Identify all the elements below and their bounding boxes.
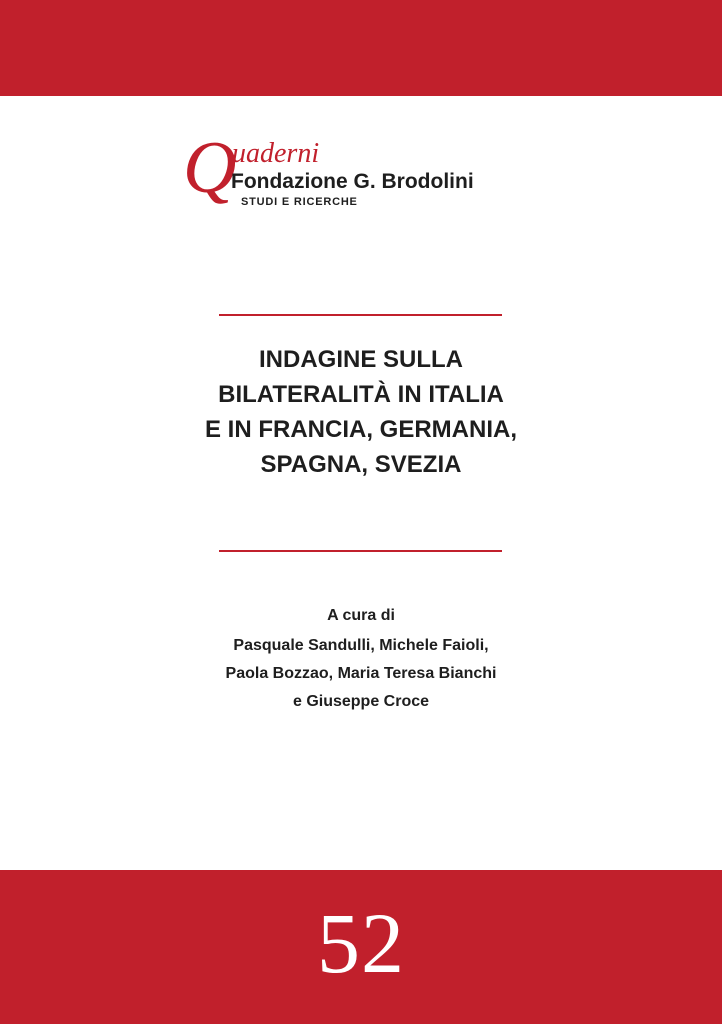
editors-line: Paola Bozzao, Maria Teresa Bianchi bbox=[225, 665, 497, 682]
title-line: BILATERALITÀ IN ITALIA bbox=[218, 381, 504, 408]
editors-block bbox=[0, 602, 722, 716]
title-line: INDAGINE SULLA bbox=[259, 346, 463, 373]
series-logo bbox=[180, 128, 540, 218]
editors-heading: A cura di bbox=[327, 607, 395, 624]
title-rule-top bbox=[219, 314, 502, 316]
book-title bbox=[0, 342, 722, 482]
logo-series-word: uaderni bbox=[232, 138, 320, 169]
volume-number: 52 bbox=[317, 895, 405, 991]
editors-line: e Giuseppe Croce bbox=[292, 693, 430, 710]
title-rule-bottom bbox=[219, 550, 502, 552]
publisher-name: Fondazione G. Brodolini bbox=[231, 170, 474, 193]
logo-q-letter: Q bbox=[183, 127, 237, 209]
editors-line: Pasquale Sandulli, Michele Faioli, bbox=[233, 637, 489, 654]
top-band bbox=[0, 0, 722, 96]
subseries-label: STUDI E RICERCHE bbox=[241, 196, 358, 208]
title-line: E IN FRANCIA, GERMANIA, bbox=[205, 416, 517, 443]
title-line: SPAGNA, SVEZIA bbox=[260, 451, 462, 478]
